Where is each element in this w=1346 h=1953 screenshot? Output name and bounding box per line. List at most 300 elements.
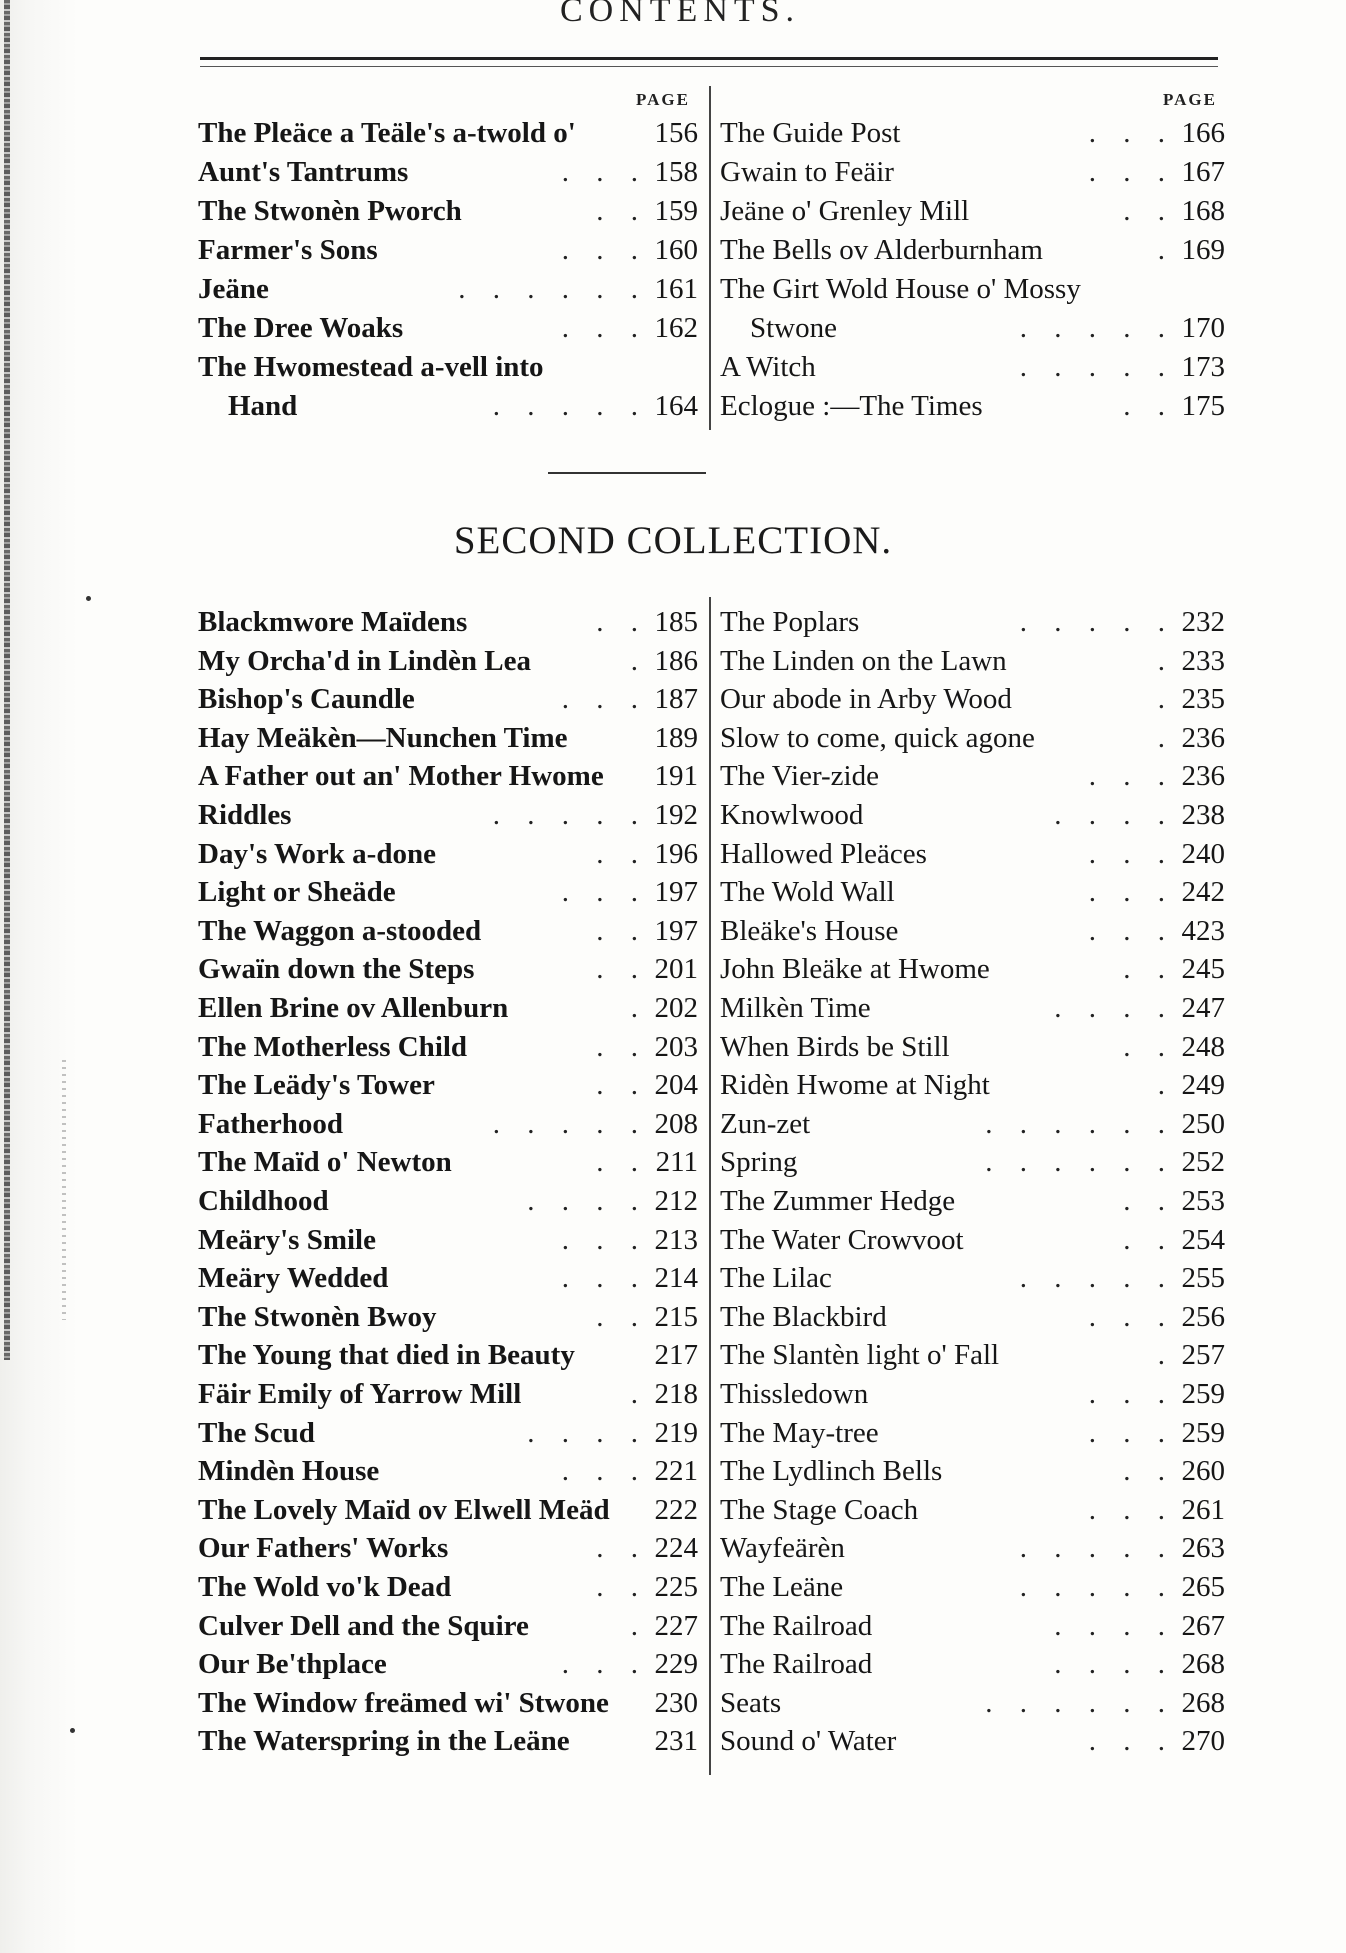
entry-title: The Leäne (720, 1571, 844, 1603)
page-number: 231 (654, 1725, 698, 1758)
toc-entry (720, 1645, 1225, 1683)
page-number: 214 (654, 1262, 698, 1295)
page-number: 236 (1181, 721, 1225, 754)
toc-entry (720, 1568, 1225, 1606)
entry-title: The Hwomestead a-vell into (198, 351, 544, 383)
entry-title: Jeäne o' Grenley Mill (720, 195, 970, 227)
toc-entry (198, 153, 698, 191)
gutter-edge-texture (4, 0, 10, 1360)
toc-entry (720, 642, 1225, 680)
toc-entry (198, 192, 698, 230)
page-number: 212 (654, 1185, 698, 1217)
toc-entry (720, 231, 1225, 269)
entry-title: Spring (720, 1146, 798, 1179)
entry-title: Sound o' Water (720, 1725, 897, 1758)
leader-dots: . . . (561, 1262, 648, 1295)
leader-dots: . . (1123, 1223, 1175, 1256)
toc-entry (198, 603, 698, 641)
page-number: 222 (654, 1493, 698, 1526)
entry-title: The Poplars (720, 606, 860, 638)
toc-entry (198, 1414, 698, 1452)
page-number: 255 (1181, 1262, 1225, 1295)
toc-entry (720, 719, 1225, 757)
entry-title: Gwain to Feäir (720, 156, 894, 188)
page-number: 249 (1181, 1069, 1225, 1102)
leader-dots: . . . . . . (985, 1146, 1175, 1179)
entry-title: The Waggon a-stooded (198, 914, 482, 947)
page-number: 219 (654, 1416, 698, 1449)
leader-dots: . . . . (1054, 1648, 1175, 1681)
toc-entry (720, 950, 1225, 988)
entry-title: Milkèn Time (720, 992, 871, 1024)
margin-mark (86, 596, 91, 601)
page-number: 268 (1181, 1648, 1225, 1681)
page-number: 236 (1181, 760, 1225, 793)
leader-dots: . . . (561, 1648, 648, 1681)
toc-entry (720, 1028, 1225, 1066)
toc-entry (198, 1336, 698, 1374)
page-number: 201 (654, 953, 698, 986)
toc-entry (720, 153, 1225, 191)
toc-entry (720, 989, 1225, 1027)
entry-title: Riddles (198, 799, 292, 831)
page-number: 192 (654, 799, 698, 831)
toc-entry (198, 1259, 698, 1297)
toc-entry (720, 192, 1225, 230)
entry-title: Hallowed Pleäces (720, 837, 927, 870)
page-number: 203 (654, 1030, 698, 1063)
toc-entry (198, 1722, 698, 1760)
entry-title: Our Fathers' Works (198, 1532, 449, 1565)
toc-entry (198, 1491, 698, 1529)
toc-entry (198, 348, 698, 386)
page-number: 423 (1181, 914, 1225, 947)
page-number: 253 (1181, 1185, 1225, 1217)
toc-entry (720, 912, 1225, 950)
leader-dots: . . . . . (492, 1107, 648, 1140)
entry-title: The Maïd o' Newton (198, 1146, 452, 1179)
entry-title: The Zummer Hedge (720, 1185, 956, 1217)
leader-dots: . . (596, 1069, 648, 1102)
gutter-edge-texture-lower (62, 1060, 66, 1320)
toc-entry (198, 1143, 698, 1181)
toc-entry (720, 348, 1225, 386)
page-number: 175 (1181, 390, 1225, 422)
leader-dots: . . . . . (1019, 1571, 1175, 1603)
leader-dots: . . . . . . (458, 273, 648, 305)
entry-title: Fäir Emily of Yarrow Mill (198, 1378, 522, 1410)
page-number: 248 (1181, 1030, 1225, 1063)
toc-entry (198, 1028, 698, 1066)
toc-entry (198, 1066, 698, 1104)
page-number: 242 (1181, 876, 1225, 909)
entry-title: Blackmwore Maïdens (198, 606, 468, 638)
leader-dots: . . (1123, 1030, 1175, 1063)
page-number: 268 (1181, 1686, 1225, 1719)
leader-dots: . . . (561, 156, 648, 188)
entry-title: The Wold Wall (720, 876, 895, 909)
toc-entry (720, 1722, 1225, 1760)
page-number: 261 (1181, 1493, 1225, 1526)
page-number: 169 (1181, 234, 1225, 266)
entry-title: Ellen Brine ov Allenburn (198, 992, 509, 1024)
entry-title: Seats (720, 1686, 782, 1719)
leader-dots: . . (596, 1146, 648, 1179)
page-number: 160 (654, 234, 698, 266)
entry-title: The Stage Coach (720, 1493, 919, 1526)
leader-dots: . . (596, 914, 648, 947)
entry-title: The Window freämed wi' Stwone (198, 1686, 609, 1719)
leader-dots: . (1157, 721, 1175, 754)
page-number: 217 (654, 1339, 698, 1372)
entry-title: Bishop's Caundle (198, 683, 415, 716)
page-number: 158 (654, 156, 698, 188)
entry-title: Day's Work a-done (198, 837, 436, 870)
leader-dots: . . (1123, 1185, 1175, 1217)
toc-entry (720, 1298, 1225, 1336)
entry-title: Childhood (198, 1185, 329, 1217)
leader-dots: . . (596, 953, 648, 986)
page-number: 186 (654, 644, 698, 677)
page-number: 166 (1181, 117, 1225, 149)
leader-dots: . . . (1088, 1300, 1175, 1333)
toc-entry (198, 835, 698, 873)
leader-dots: . . (596, 1030, 648, 1063)
leader-dots: . (630, 992, 648, 1024)
page-number: 230 (654, 1686, 698, 1719)
toc-entry (198, 1529, 698, 1567)
leader-dots: . . . . . . (985, 1107, 1175, 1140)
toc-entry (720, 309, 1225, 347)
leader-dots: . . . (1088, 914, 1175, 947)
entry-title: Hay Meäkèn—Nunchen Time (198, 721, 568, 754)
toc-entry (720, 1529, 1225, 1567)
toc-entry (198, 231, 698, 269)
entry-title: The May-tree (720, 1416, 879, 1449)
entry-title: Bleäke's House (720, 914, 899, 947)
entry-title: The Guide Post (720, 117, 901, 149)
entry-title: The Leädy's Tower (198, 1069, 435, 1102)
entry-title: Fatherhood (198, 1107, 343, 1140)
toc-entry (198, 1105, 698, 1143)
page-number: 263 (1181, 1532, 1225, 1565)
leader-dots: . . . . . (1019, 606, 1175, 638)
leader-dots: . . . . (1054, 799, 1175, 831)
page-label-right: PAGE (1163, 90, 1217, 109)
leader-dots: . . . . . (1019, 312, 1175, 344)
page-number: 173 (1181, 351, 1225, 383)
toc-entry (720, 1066, 1225, 1104)
entry-title: The Dree Woaks (198, 312, 404, 344)
toc-entry (720, 114, 1225, 152)
page-number: 233 (1181, 644, 1225, 677)
header-rule (200, 57, 1218, 60)
page-number: 197 (654, 914, 698, 947)
toc-entry (198, 1182, 698, 1220)
toc-entry (198, 309, 698, 347)
leader-dots: . . (596, 837, 648, 870)
leader-dots: . (1157, 1339, 1175, 1372)
toc-entry (198, 1645, 698, 1683)
entry-title: Our abode in Arby Wood (720, 683, 1012, 716)
entry-title: Culver Dell and the Squire (198, 1609, 529, 1642)
page-number: 225 (654, 1571, 698, 1603)
entry-title: The Stwonèn Pworch (198, 195, 462, 227)
toc-entry (198, 1607, 698, 1645)
toc-entry (720, 1684, 1225, 1722)
leader-dots: . (630, 644, 648, 677)
page-number: 168 (1181, 195, 1225, 227)
entry-title: The Blackbird (720, 1300, 887, 1333)
page-number: 232 (1181, 606, 1225, 638)
entry-title: The Railroad (720, 1648, 873, 1681)
leader-dots: . . . . (1054, 1609, 1175, 1642)
toc-entry (198, 114, 698, 152)
toc-entry (720, 1182, 1225, 1220)
entry-title: Mindèn House (198, 1455, 380, 1488)
entry-title: Light or Sheäde (198, 876, 396, 909)
page-number: 265 (1181, 1571, 1225, 1603)
toc-entry (198, 950, 698, 988)
toc-entry (720, 1105, 1225, 1143)
entry-title: Meäry Wedded (198, 1262, 389, 1295)
toc-entry (198, 912, 698, 950)
entry-title: The Water Crowvoot (720, 1223, 964, 1256)
toc-entry (198, 757, 698, 795)
toc-entry (198, 1452, 698, 1490)
page-number: 254 (1181, 1223, 1225, 1256)
page-number: 164 (654, 390, 698, 422)
entry-title: Meäry's Smile (198, 1223, 376, 1256)
leader-dots: . . . . (527, 1185, 648, 1217)
leader-dots: . . (1123, 953, 1175, 986)
page-number: 252 (1181, 1146, 1225, 1179)
entry-title: Slow to come, quick agone (720, 721, 1035, 754)
page-number: 185 (654, 606, 698, 638)
leader-dots: . (1157, 1069, 1175, 1102)
toc-entry (198, 1568, 698, 1606)
page-number: 211 (655, 1146, 698, 1179)
leader-dots: . . . . . (1019, 1532, 1175, 1565)
page-number: 259 (1181, 1378, 1225, 1410)
page-number: 221 (654, 1455, 698, 1488)
toc-entry (720, 1375, 1225, 1413)
entry-title: A Witch (720, 351, 816, 383)
toc-entry (198, 1298, 698, 1336)
entry-title: When Birds be Still (720, 1030, 950, 1063)
entry-title: Aunt's Tantrums (198, 156, 409, 188)
entry-title: The Bells ov Alderburnham (720, 234, 1043, 266)
page-number: 267 (1181, 1609, 1225, 1642)
page-label-left: PAGE (636, 90, 690, 109)
entry-title: Stwone (750, 312, 837, 344)
entry-title: Hand (228, 390, 298, 422)
entry-title: The Pleäce a Teäle's a-twold o' (198, 117, 576, 149)
page-number: 259 (1181, 1416, 1225, 1449)
leader-dots: . . . (1088, 1725, 1175, 1758)
leader-dots: . . . (561, 234, 648, 266)
leader-dots: . . . (1088, 760, 1175, 793)
leader-dots: . . . (561, 876, 648, 909)
section-divider (548, 472, 706, 474)
leader-dots: . . . (1088, 117, 1175, 149)
leader-dots: . . . (1088, 156, 1175, 188)
leader-dots: . . . (561, 1223, 648, 1256)
entry-title: Zun-zet (720, 1107, 811, 1140)
section-title: SECOND COLLECTION. (453, 519, 893, 562)
page-number: 229 (654, 1648, 698, 1681)
page-number: 247 (1181, 992, 1225, 1024)
toc-entry (720, 1607, 1225, 1645)
leader-dots: . (1157, 683, 1175, 716)
leader-dots: . . (1123, 390, 1175, 422)
leader-dots: . . . . . (492, 799, 648, 831)
page-number: 218 (654, 1378, 698, 1410)
entry-title: Ridèn Hwome at Night (720, 1069, 990, 1102)
leader-dots: . . . . . (1019, 351, 1175, 383)
leader-dots: . . . (1088, 876, 1175, 909)
leader-dots: . . (1123, 1455, 1175, 1488)
book-gutter-shadow (0, 0, 78, 1953)
toc-entry (720, 1491, 1225, 1529)
page-number: 197 (654, 876, 698, 909)
page-number: 196 (654, 837, 698, 870)
entry-title: Jeäne (198, 273, 269, 305)
entry-title: Thissledown (720, 1378, 869, 1410)
entry-title: The Vier-zide (720, 760, 879, 793)
entry-title: Knowlwood (720, 799, 864, 831)
toc-entry (198, 1375, 698, 1413)
page-number: 270 (1181, 1725, 1225, 1758)
entry-title: Wayfeärèn (720, 1532, 845, 1565)
entry-title: Our Be'thplace (198, 1648, 387, 1681)
page-number: 245 (1181, 953, 1225, 986)
header-rule-thin (200, 66, 1218, 67)
toc-entry (720, 796, 1225, 834)
page-number: 238 (1181, 799, 1225, 831)
entry-title: Gwaïn down the Steps (198, 953, 475, 986)
entry-title: The Lilac (720, 1262, 832, 1295)
page-number: 250 (1181, 1107, 1225, 1140)
entry-title: The Young that died in Beauty (198, 1339, 575, 1372)
entry-title: The Waterspring in the Leäne (198, 1725, 570, 1758)
toc-entry (198, 719, 698, 757)
running-head: CONTENTS. (560, 0, 801, 29)
entry-title: A Father out an' Mother Hwome (198, 760, 604, 793)
page-number: 170 (1181, 312, 1225, 344)
entry-title: The Linden on the Lawn (720, 644, 1007, 677)
toc-entry (720, 835, 1225, 873)
column-divider-bottom (709, 597, 711, 1775)
toc-entry (720, 1336, 1225, 1374)
entry-title: The Lydlinch Bells (720, 1455, 943, 1488)
toc-entry (198, 387, 698, 425)
page-number: 235 (1181, 683, 1225, 716)
page-number: 202 (654, 992, 698, 1024)
leader-dots: . . (596, 1300, 648, 1333)
entry-title: The Slantèn light o' Fall (720, 1339, 1000, 1372)
toc-entry (720, 270, 1225, 308)
leader-dots: . . . . . (492, 390, 648, 422)
leader-dots: . . (596, 1532, 648, 1565)
leader-dots: . . (596, 195, 648, 227)
toc-entry (720, 387, 1225, 425)
leader-dots: . . . . . . (985, 1686, 1175, 1719)
leader-dots: . . . . (527, 1416, 648, 1449)
margin-mark (70, 1728, 75, 1733)
page-number: 162 (654, 312, 698, 344)
entry-title: The Stwonèn Bwoy (198, 1300, 437, 1333)
page-number: 167 (1181, 156, 1225, 188)
leader-dots: . . (596, 606, 648, 638)
leader-dots: . . . . (1054, 992, 1175, 1024)
page-number: 159 (654, 195, 698, 227)
page-number: 240 (1181, 837, 1225, 870)
entry-title: John Bleäke at Hwome (720, 953, 990, 986)
page-number: 215 (654, 1300, 698, 1333)
leader-dots: . . . (561, 1455, 648, 1488)
page-number: 256 (1181, 1300, 1225, 1333)
entry-title: Farmer's Sons (198, 234, 378, 266)
page-number: 161 (654, 273, 698, 305)
page-number: 156 (654, 117, 698, 149)
page-number: 204 (654, 1069, 698, 1102)
toc-entry (198, 642, 698, 680)
page-number: 224 (654, 1532, 698, 1565)
leader-dots: . (630, 1609, 648, 1642)
toc-entry (720, 1143, 1225, 1181)
leader-dots: . . . . . (1019, 1262, 1175, 1295)
entry-title: The Railroad (720, 1609, 873, 1642)
toc-entry (720, 1259, 1225, 1297)
entry-title: My Orcha'd in Lindèn Lea (198, 644, 532, 677)
toc-entry (198, 989, 698, 1027)
leader-dots: . . . (561, 683, 648, 716)
leader-dots: . . (596, 1571, 648, 1603)
toc-entry (198, 1684, 698, 1722)
toc-entry (198, 270, 698, 308)
leader-dots: . (630, 1378, 648, 1410)
page-number: 227 (654, 1609, 698, 1642)
leader-dots: . (1157, 644, 1175, 677)
toc-entry (720, 1221, 1225, 1259)
page-number: 257 (1181, 1339, 1225, 1372)
toc-entry (198, 1221, 698, 1259)
column-divider-top (709, 86, 711, 430)
page-number: 189 (654, 721, 698, 754)
toc-entry (720, 757, 1225, 795)
entry-title: The Motherless Child (198, 1030, 468, 1063)
toc-entry (198, 796, 698, 834)
leader-dots: . . . (1088, 1378, 1175, 1410)
entry-title: The Wold vo'k Dead (198, 1571, 452, 1603)
page-number: 208 (654, 1107, 698, 1140)
page-number: 187 (654, 683, 698, 716)
toc-entry (198, 680, 698, 718)
toc-entry (720, 1414, 1225, 1452)
leader-dots: . . . (1088, 837, 1175, 870)
toc-entry (720, 680, 1225, 718)
entry-title: Eclogue :—The Times (720, 390, 983, 422)
entry-title: The Scud (198, 1416, 315, 1449)
leader-dots: . . . (1088, 1493, 1175, 1526)
entry-title: The Girt Wold House o' Mossy (720, 273, 1081, 305)
page-number: 260 (1181, 1455, 1225, 1488)
page-number: 213 (654, 1223, 698, 1256)
leader-dots: . (1157, 234, 1175, 266)
leader-dots: . . . (561, 312, 648, 344)
toc-entry (720, 1452, 1225, 1490)
